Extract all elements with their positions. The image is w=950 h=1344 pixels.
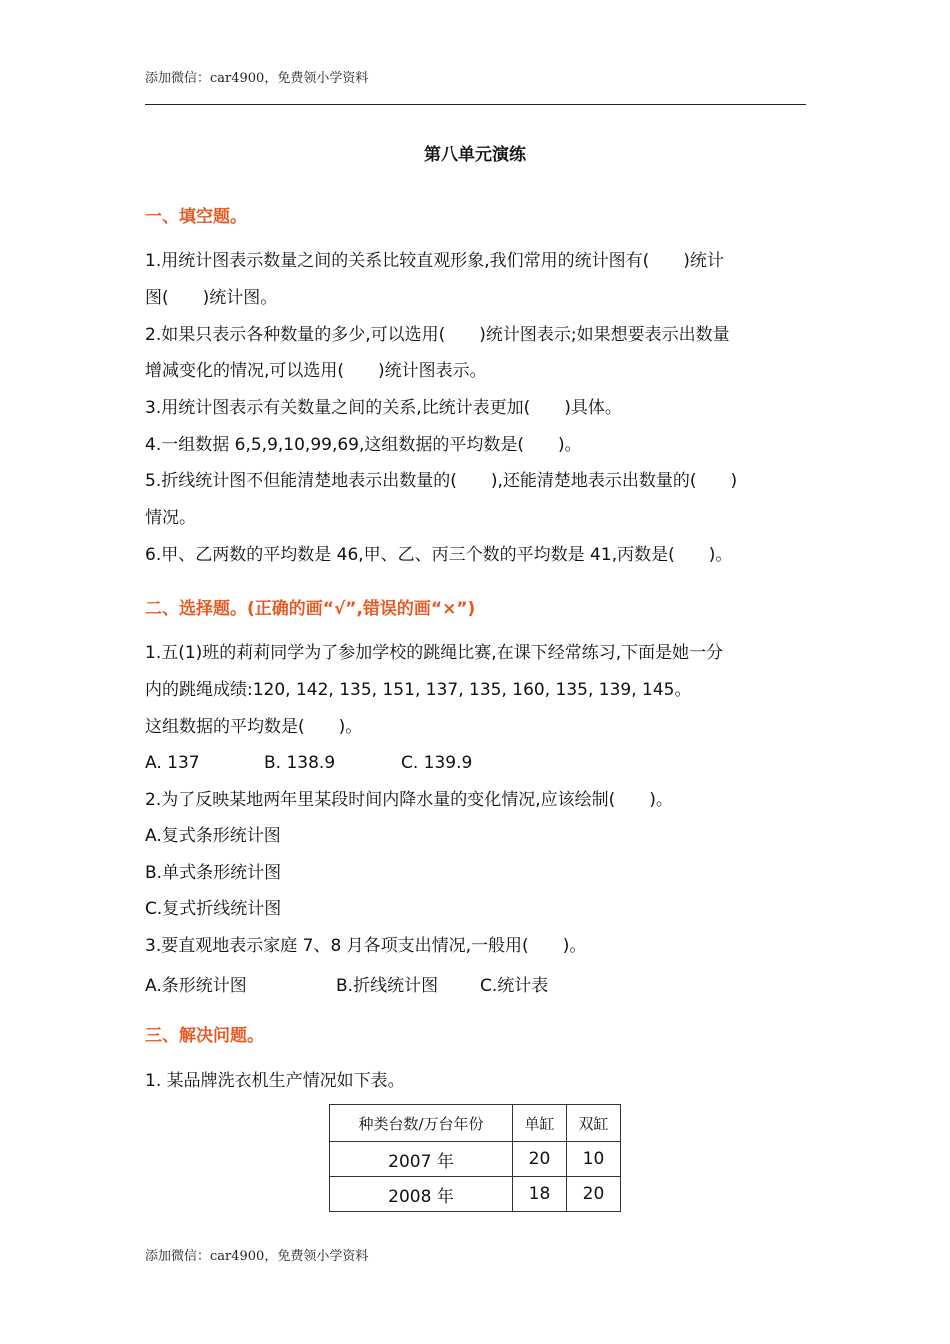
question-text: 6.甲、乙两数的平均数是 46,甲、乙、丙三个数的平均数是 41,丙数是( )。 [145,545,733,565]
question-text: 5.折线统计图不但能清楚地表示出数量的( ),还能清楚地表示出数量的( ) [145,471,738,491]
question-text: 情况。 [145,508,196,528]
option-c: C. 139.9 [401,753,473,773]
table-cell-double: 20 [567,1177,621,1212]
option-a: A.复式条形统计图 [145,826,281,846]
section-heading-fill: 一、填空题。 [145,207,247,227]
question-text: 1. 某品牌洗衣机生产情况如下表。 [145,1071,405,1091]
question-text: 这组数据的平均数是( )。 [145,717,363,737]
question-text: 3.用统计图表示有关数量之间的关系,比统计表更加( )具体。 [145,398,622,418]
question-text: 图( )统计图。 [145,288,278,308]
option-b: B. 138.9 [264,753,336,773]
question-text: 1.用统计图表示数量之间的关系比较直观形象,我们常用的统计图有( )统计 [145,251,724,271]
production-table [329,1104,621,1212]
option-b: B.单式条形统计图 [145,863,282,883]
table-header-row [330,1105,621,1142]
table-row [330,1177,621,1212]
table-cell-year: 2008 年 [330,1177,513,1212]
header-note: 添加微信：car4900，免费领小学资料 [145,71,369,86]
option-b: B.折线统计图 [336,976,439,996]
header-divider [145,104,806,105]
question-text: 增减变化的情况,可以选用( )统计图表示。 [145,361,487,381]
table-cell-year: 2007 年 [330,1142,513,1177]
table-corner-cell: 种类台数/万台年份 [330,1105,513,1142]
option-c: C.统计表 [480,976,549,996]
table-cell-single: 20 [513,1142,567,1177]
question-text: 3.要直观地表示家庭 7、8 月各项支出情况,一般用( )。 [145,936,587,956]
table-header-double: 双缸 [567,1105,621,1142]
option-c: C.复式折线统计图 [145,899,282,919]
question-text: 1.五(1)班的莉莉同学为了参加学校的跳绳比赛,在课下经常练习,下面是她一分 [145,643,724,663]
table-header-single: 单缸 [513,1105,567,1142]
option-a: A.条形统计图 [145,976,247,996]
question-text: 2.为了反映某地两年里某段时间内降水量的变化情况,应该绘制( )。 [145,790,673,810]
table-cell-double: 10 [567,1142,621,1177]
question-text: 4.一组数据 6,5,9,10,99,69,这组数据的平均数是( )。 [145,435,582,455]
section-heading-choice: 二、选择题。(正确的画“√”,错误的画“×”) [145,599,476,619]
table-row [330,1142,621,1177]
question-text: 内的跳绳成绩:120, 142, 135, 151, 137, 135, 160, 135, 139, 145。 [145,680,692,700]
page-title: 第八单元演练 [424,145,526,165]
option-a: A. 137 [145,753,200,773]
question-text: 2.如果只表示各种数量的多少,可以选用( )统计图表示;如果想要表示出数量 [145,325,730,345]
section-heading-solve: 三、解决问题。 [145,1026,264,1046]
footer-note: 添加微信：car4900，免费领小学资料 [145,1249,369,1264]
table-cell-single: 18 [513,1177,567,1212]
